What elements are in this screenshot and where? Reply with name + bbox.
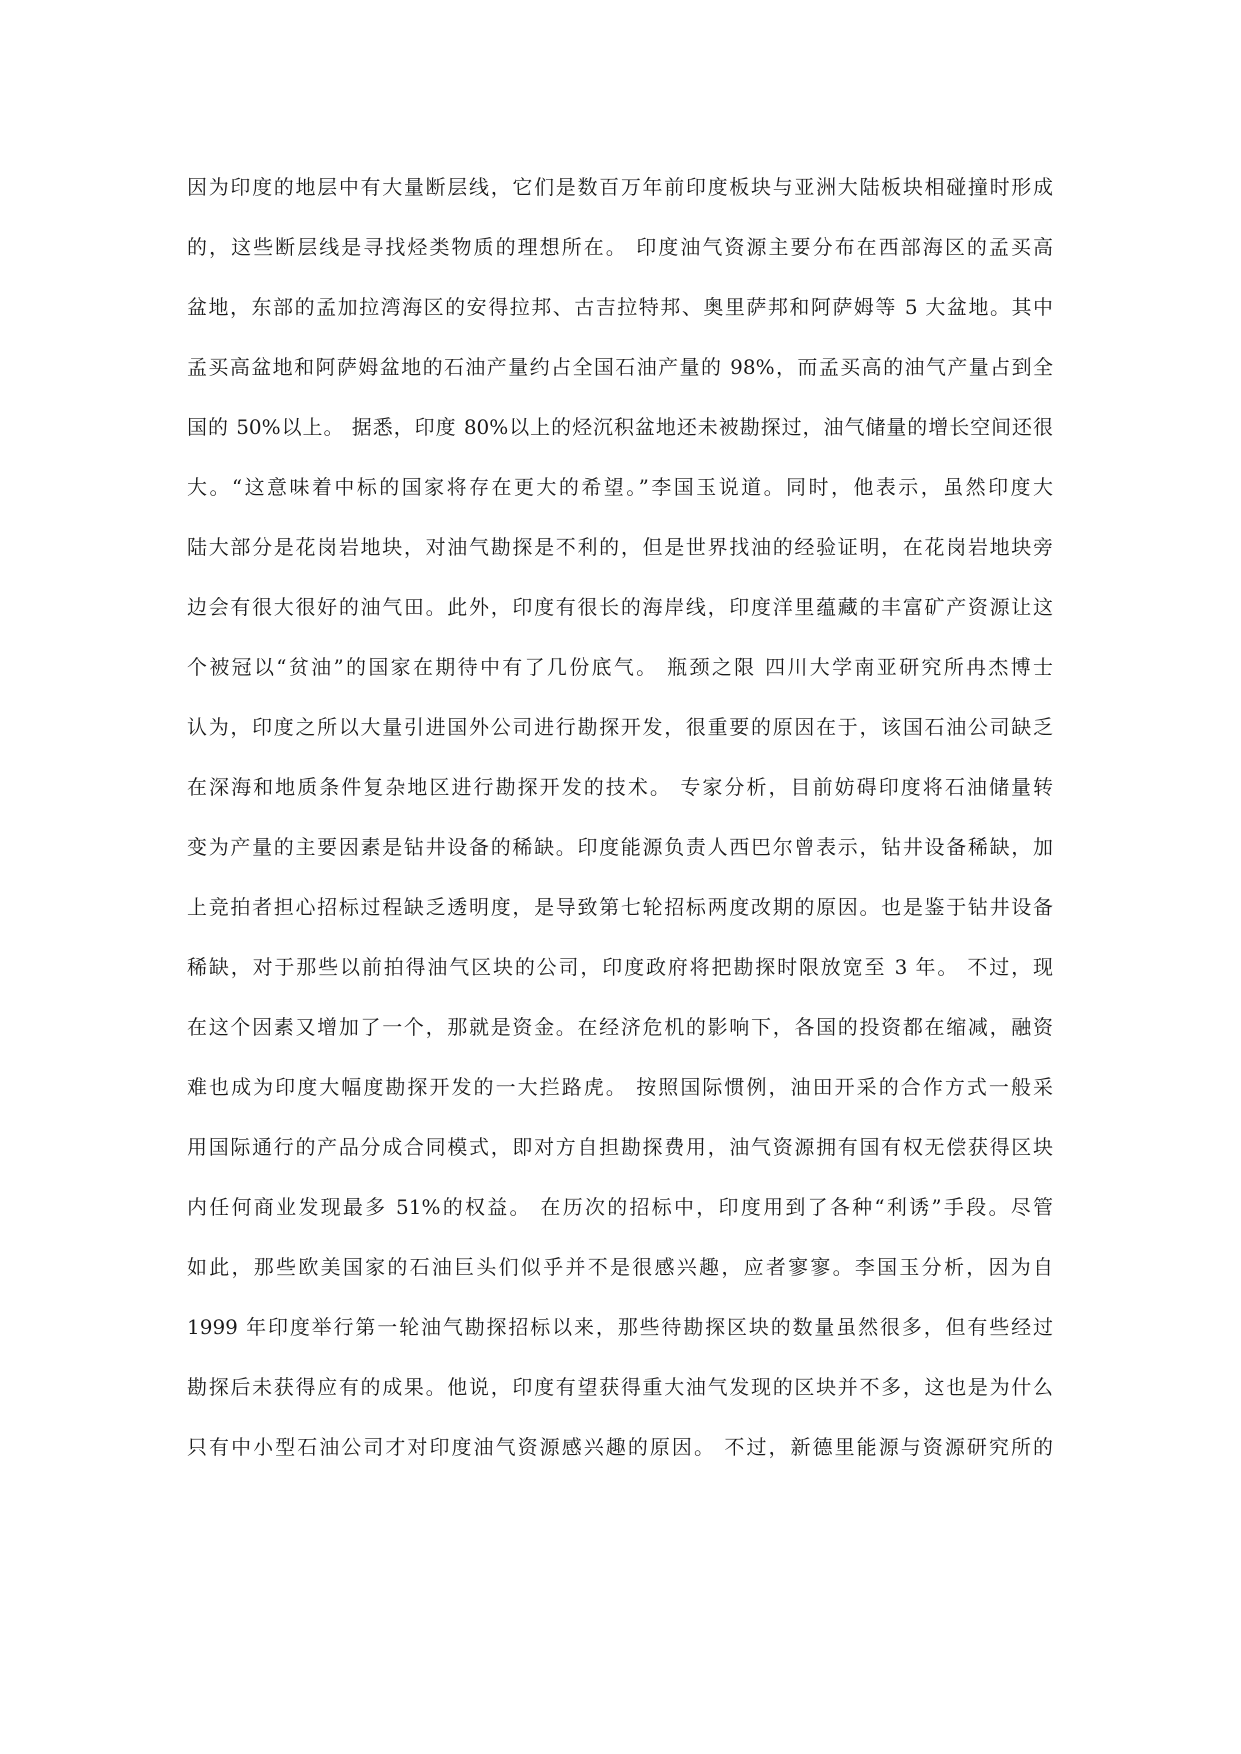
- text-line: 认为，印度之所以大量引进国外公司进行勘探开发，很重要的原因在于，该国石油公司缺乏: [187, 715, 1053, 739]
- text-line: 大。“这意味着中标的国家将存在更大的希望。”李国玉说道。同时，他表示，虽然印度大: [187, 475, 1053, 499]
- text-line: 只有中小型石油公司才对印度油气资源感兴趣的原因。 不过，新德里能源与资源研究所的: [187, 1435, 1053, 1459]
- text-line: 边会有很大很好的油气田。此外，印度有很长的海岸线，印度洋里蕴藏的丰富矿产资源让这: [187, 595, 1053, 619]
- body-text: [187, 163, 1053, 1483]
- text-line: 难也成为印度大幅度勘探开发的一大拦路虎。 按照国际惯例，油田开采的合作方式一般采: [187, 1075, 1053, 1099]
- text-line: 内任何商业发现最多 51%的权益。 在历次的招标中，印度用到了各种“利诱”手段。尽管: [187, 1195, 1053, 1219]
- text-line: 1999 年印度举行第一轮油气勘探招标以来，那些待勘探区块的数量虽然很多，但有些经过: [187, 1315, 1053, 1339]
- text-line: 如此，那些欧美国家的石油巨头们似乎并不是很感兴趣，应者寥寥。李国玉分析，因为自: [187, 1255, 1053, 1279]
- text-line: 在深海和地质条件复杂地区进行勘探开发的技术。 专家分析，目前妨碍印度将石油储量转: [187, 775, 1053, 799]
- text-line: 的，这些断层线是寻找烃类物质的理想所在。 印度油气资源主要分布在西部海区的孟买高: [187, 235, 1053, 259]
- text-line: 变为产量的主要因素是钻井设备的稀缺。印度能源负责人西巴尔曾表示，钻井设备稀缺，加: [187, 835, 1053, 859]
- text-line: 用国际通行的产品分成合同模式，即对方自担勘探费用，油气资源拥有国有权无偿获得区块: [187, 1135, 1053, 1159]
- text-line: 上竞拍者担心招标过程缺乏透明度，是导致第七轮招标两度改期的原因。也是鉴于钻井设备: [187, 895, 1053, 919]
- text-line: 盆地，东部的孟加拉湾海区的安得拉邦、古吉拉特邦、奥里萨邦和阿萨姆等 5 大盆地。其中: [187, 295, 1053, 319]
- text-line: 国的 50%以上。 据悉，印度 80%以上的烃沉积盆地还未被勘探过，油气储量的增长空间还很: [187, 415, 1053, 439]
- text-line: 陆大部分是花岗岩地块，对油气勘探是不利的，但是世界找油的经验证明，在花岗岩地块旁: [187, 535, 1053, 559]
- text-line: 个被冠以“贫油”的国家在期待中有了几份底气。 瓶颈之限 四川大学南亚研究所冉杰博士: [187, 655, 1053, 679]
- text-line: 孟买高盆地和阿萨姆盆地的石油产量约占全国石油产量的 98%，而孟买高的油气产量占到全: [187, 355, 1053, 379]
- text-line: 勘探后未获得应有的成果。他说，印度有望获得重大油气发现的区块并不多，这也是为什么: [187, 1375, 1053, 1399]
- text-line: 在这个因素又增加了一个，那就是资金。在经济危机的影响下，各国的投资都在缩减，融资: [187, 1015, 1053, 1039]
- text-line: 因为印度的地层中有大量断层线，它们是数百万年前印度板块与亚洲大陆板块相碰撞时形成: [187, 175, 1053, 199]
- text-line: 稀缺，对于那些以前拍得油气区块的公司，印度政府将把勘探时限放宽至 3 年。 不过，现: [187, 955, 1053, 979]
